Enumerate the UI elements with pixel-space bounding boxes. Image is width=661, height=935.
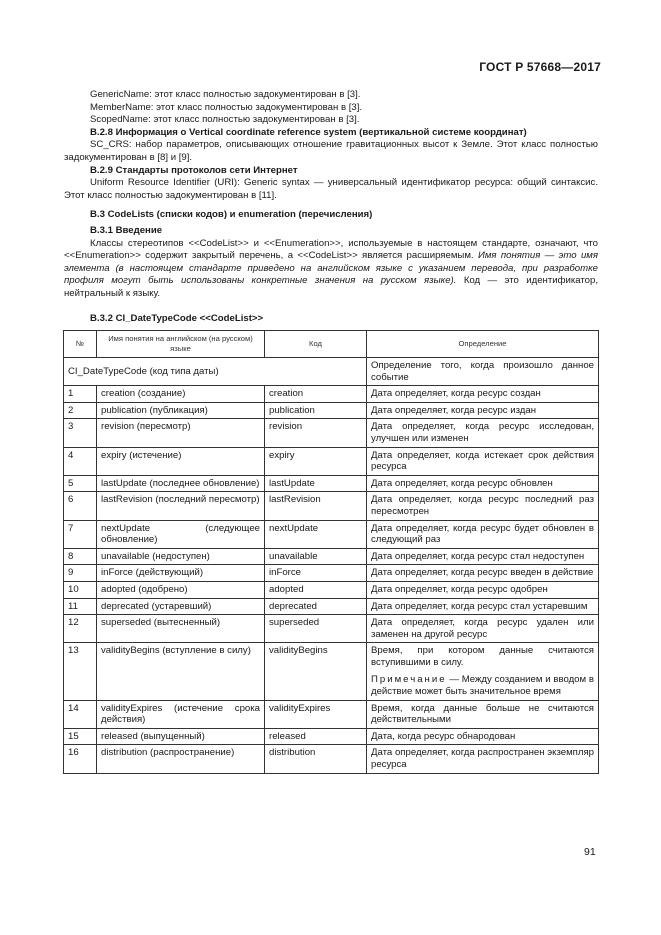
row-definition-cell: Дата определяет, когда ресурс стал недоступен	[367, 548, 599, 565]
paragraph-genericname: GenericName: этот класс полностью задокументирован в [3].	[90, 89, 361, 100]
table-caption: B.3.2 CI_DateTypeCode <<CodeList>>	[90, 313, 264, 324]
heading-b29: B.2.9 Стандарты протоколов сети Интернет	[90, 164, 298, 176]
row-definition-cell: Время, когда данные больше не считаются действительными	[367, 700, 599, 728]
row-code-cell: lastRevision	[265, 492, 367, 520]
row-code-cell: revision	[265, 419, 367, 447]
row-definition-cell	[367, 643, 599, 700]
row-number-cell: 13	[64, 643, 97, 700]
row-name-cell: nextUpdate (следующее обновление)	[97, 520, 265, 548]
row-code-cell: expiry	[265, 447, 367, 475]
row-definition-cell: Дата определяет, когда ресурс последний раз пересмотрен	[367, 492, 599, 520]
paragraph-uri: Uniform Resource Identifier (URI): Generic syntax — универсальный идентификатор ресурса: общий синтаксис. Этот класс полностью задокументирован в [11].	[64, 177, 598, 201]
definition-text: Время, при котором данные считаются вступившими в силу.	[371, 645, 594, 668]
row-definition-cell: Дата определяет, когда истекает срок действия ресурса	[367, 447, 599, 475]
row-name-cell: inForce (действующий)	[97, 565, 265, 582]
table-row	[64, 615, 599, 643]
page-number: 91	[584, 846, 596, 858]
intro-part-b-italic: Имя понятия — это имя элемента (в настоящем стандарте приведено на английском языке с указанием перевода, при разработке профиля могут быть использованы конкретные значения на русском языке).	[64, 250, 598, 287]
row-name-cell: superseded (вытесненный)	[97, 615, 265, 643]
table-row	[64, 419, 599, 447]
row-number-cell: 9	[64, 565, 97, 582]
row-definition-cell: Дата определяет, когда ресурс будет обновлен в следующий раз	[367, 520, 599, 548]
row-number-cell: 6	[64, 492, 97, 520]
row-number-cell: 11	[64, 598, 97, 615]
col-header-definition: Определение	[367, 331, 599, 358]
col-header-code: Код	[265, 331, 367, 358]
row-name-cell: adopted (одобрено)	[97, 581, 265, 598]
table-row	[64, 386, 599, 403]
row-name-cell: publication (публикация)	[97, 402, 265, 419]
row-code-cell: superseded	[265, 615, 367, 643]
table-row	[64, 598, 599, 615]
col-header-name: Имя понятия на английском (на русском) языке	[97, 331, 265, 358]
codelist-table	[63, 330, 599, 774]
paragraph-sc-crs: SC_CRS: набор параметров, описывающих отношение гравитационных высот к Земле. Этот класс полностью задокументирован в [8] и [9].	[64, 139, 598, 163]
row-name-cell: unavailable (недоступен)	[97, 548, 265, 565]
row-number-cell: 10	[64, 581, 97, 598]
paragraph-membername: MemberName: этот класс полностью задокументирован в [3].	[90, 101, 363, 113]
row-number-cell: 1	[64, 386, 97, 403]
codelist-name-cell: CI_DateTypeCode (код типа даты)	[64, 358, 367, 386]
row-code-cell: inForce	[265, 565, 367, 582]
note-label: Примечание	[371, 674, 447, 686]
row-number-cell: 12	[64, 615, 97, 643]
row-name-cell: validityExpires (истечение срока действия)	[97, 700, 265, 728]
table-title-row	[64, 358, 599, 386]
intro-part-a: Классы стереотипов <<CodeList>> и <<Enumeration>>, используемые в настоящем стандарте, означают, что <<Enumeration>> содержит закрытый перечень, а <<CodeList>> является расширяемым.	[64, 237, 598, 262]
row-definition-cell: Дата определяет, когда ресурс введен в действие	[367, 565, 599, 582]
row-number-cell: 16	[64, 745, 97, 773]
table-row	[64, 728, 599, 745]
row-number-cell: 5	[64, 475, 97, 492]
table-row	[64, 402, 599, 419]
row-number-cell: 3	[64, 419, 97, 447]
row-name-cell: lastRevision (последний пересмотр)	[97, 492, 265, 520]
row-number-cell: 7	[64, 520, 97, 548]
document-header: ГОСТ Р 57668—2017	[479, 60, 601, 74]
row-definition-cell: Дата определяет, когда распространен экземпляр ресурса	[367, 745, 599, 773]
row-code-cell: lastUpdate	[265, 475, 367, 492]
row-code-cell: publication	[265, 402, 367, 419]
row-code-cell: nextUpdate	[265, 520, 367, 548]
row-code-cell: deprecated	[265, 598, 367, 615]
row-definition-cell: Дата, когда ресурс обнародован	[367, 728, 599, 745]
row-name-cell: lastUpdate (последнее обновление)	[97, 475, 265, 492]
row-definition-cell: Дата определяет, когда ресурс одобрен	[367, 581, 599, 598]
table-row	[64, 548, 599, 565]
row-number-cell: 14	[64, 700, 97, 728]
table-row	[64, 700, 599, 728]
row-code-cell: validityExpires	[265, 700, 367, 728]
row-number-cell: 8	[64, 548, 97, 565]
row-definition-cell: Дата определяет, когда ресурс удален или заменен на другой ресурс	[367, 615, 599, 643]
intro-part-c: Код — это идентификатор, нейтральный к языку.	[64, 275, 599, 299]
table-row	[64, 475, 599, 492]
row-code-cell: adopted	[265, 581, 367, 598]
row-definition-cell: Дата определяет, когда ресурс исследован, улучшен или изменен	[367, 419, 599, 447]
row-name-cell: validityBegins (вступление в силу)	[97, 643, 265, 700]
row-number-cell: 15	[64, 728, 97, 745]
table-header-row	[64, 331, 599, 358]
body-text	[64, 89, 598, 301]
row-code-cell: unavailable	[265, 548, 367, 565]
table-row	[64, 520, 599, 548]
table-row	[64, 565, 599, 582]
row-name-cell: expiry (истечение)	[97, 447, 265, 475]
row-code-cell: released	[265, 728, 367, 745]
heading-b3: B.3 CodeLists (списки кодов) и enumeration (перечисления)	[90, 209, 373, 221]
table-row	[64, 745, 599, 773]
row-name-cell: distribution (распространение)	[97, 745, 265, 773]
table-row	[64, 492, 599, 520]
heading-b28: B.2.8 Информация о Vertical coordinate reference system (вертикальной системе координат)	[90, 126, 527, 138]
paragraph-codelists-intro	[64, 238, 598, 301]
heading-b31-wrap	[64, 225, 598, 238]
row-name-cell: revision (пересмотр)	[97, 419, 265, 447]
table-row	[64, 447, 599, 475]
row-number-cell: 2	[64, 402, 97, 419]
paragraph-scopedname: ScopedName: этот класс полностью задокументирован в [3].	[90, 114, 360, 126]
definition-note	[371, 674, 594, 697]
row-name-cell: creation (создание)	[97, 386, 265, 403]
row-code-cell: validityBegins	[265, 643, 367, 700]
col-header-number: №	[64, 331, 97, 358]
table-row	[64, 581, 599, 598]
row-definition-cell: Дата определяет, когда ресурс стал устаревшим	[367, 598, 599, 615]
row-name-cell: deprecated (устаревший)	[97, 598, 265, 615]
row-number-cell: 4	[64, 447, 97, 475]
row-name-cell: released (выпущенный)	[97, 728, 265, 745]
codelist-definition-cell: Определение того, когда произошло данное событие	[367, 358, 599, 386]
row-definition-cell: Дата определяет, когда ресурс создан	[367, 386, 599, 403]
heading-b28-wrap	[64, 127, 598, 140]
note-text: — Между созданием и вводом в действие может быть значительное время	[371, 674, 594, 698]
heading-b29-wrap	[64, 165, 598, 178]
heading-b3-wrap	[64, 209, 598, 222]
row-definition-cell: Дата определяет, когда ресурс издан	[367, 402, 599, 419]
row-definition-cell: Дата определяет, когда ресурс обновлен	[367, 475, 599, 492]
row-code-cell: distribution	[265, 745, 367, 773]
row-code-cell: creation	[265, 386, 367, 403]
table-row	[64, 643, 599, 700]
heading-b31: B.3.1 Введение	[90, 224, 163, 236]
